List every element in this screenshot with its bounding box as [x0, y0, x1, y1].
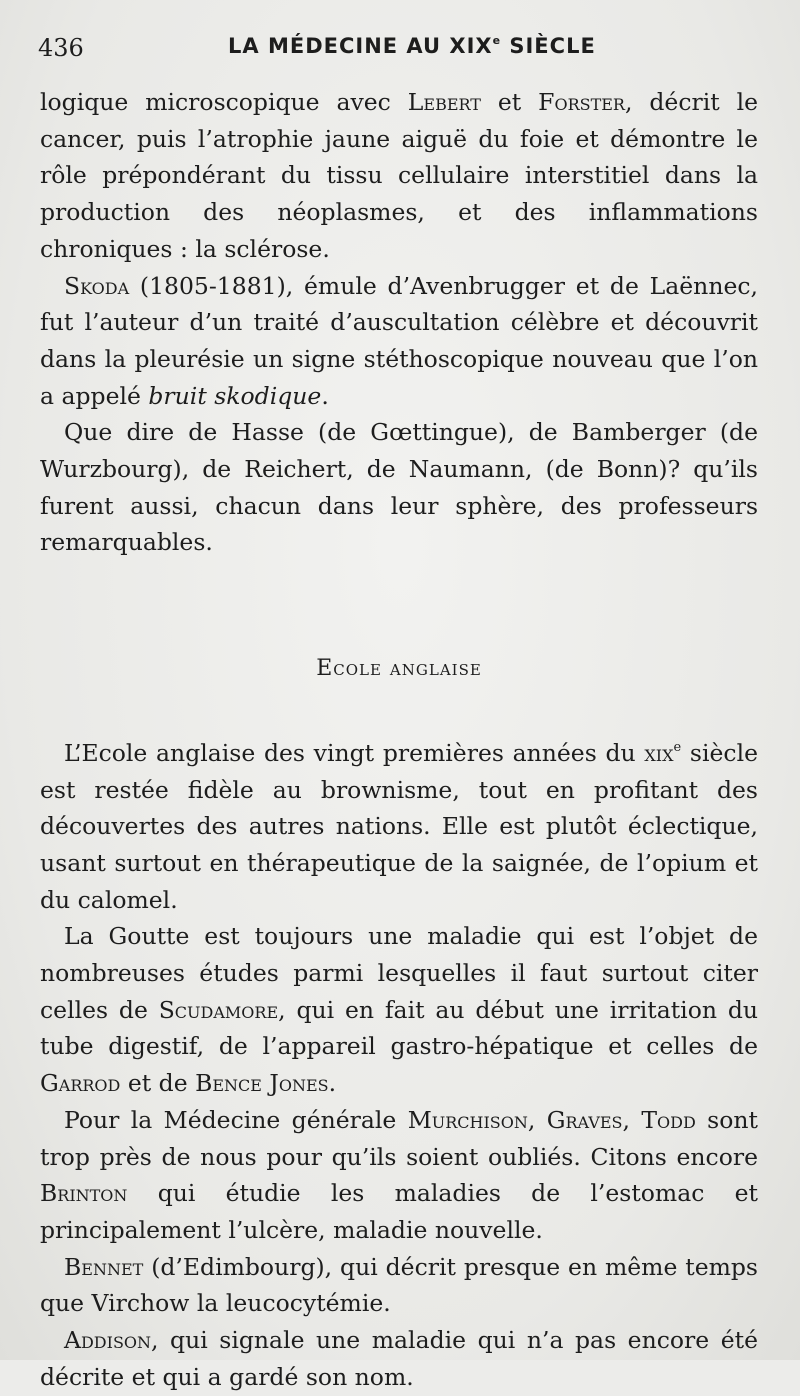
paragraph-skoda: [40, 268, 758, 415]
text-segment: , décrit le cancer, puis l’atrophie jaune aiguë du foie et démontre le rôle prépondérant du tissu cellulaire interstitiel dans la production des néoplasmes, et des inflammations chroniques : la sclérose.: [40, 88, 759, 263]
page-number: 436: [38, 34, 84, 62]
text-segment: ,: [622, 1105, 642, 1134]
text-segment: La Goutte est toujours une maladie qui est l’objet de nombreuses études parmi lesquelles il faut surtout citer celles de: [40, 922, 758, 1024]
text-segment: sont trop près de nous pour qu’ils soient oubliés. Citons encore: [40, 1105, 758, 1171]
text-segment: L’Ecole anglaise des vingt premières années du: [64, 738, 645, 767]
author-graves: Graves: [546, 1105, 623, 1134]
text-segment: (1805-1881), émule d’Avenbrugger et de Laënnec, fut l’auteur d’un traité d’auscultation célèbre et découvrit dans la pleurésie un signe stéthoscopique nouveau que l’on a appelé: [40, 271, 758, 410]
century-numeral: xix: [644, 738, 674, 767]
text-segment: (d’Edimbourg), qui décrit presque en même temps que Virchow la leucocytémie.: [40, 1252, 758, 1318]
running-title-text: LA MÉDECINE AU XIX: [228, 34, 493, 58]
author-lebert: Lebert: [407, 88, 481, 116]
text-segment: et de: [120, 1069, 196, 1098]
text-segment: logique microscopique avec: [40, 88, 391, 116]
century-superscript: e: [673, 739, 682, 755]
author-scudamore: Scudamore: [158, 995, 279, 1024]
term-bruit-skodique: bruit skodique: [148, 381, 322, 410]
author-addison: Addison: [64, 1326, 152, 1355]
text-segment: , qui signale une maladie qui n’a pas encore été décrite et qui a gardé son nom.: [40, 1326, 758, 1391]
running-title-end: SIÈCLE: [501, 34, 596, 58]
page-header: [38, 34, 768, 70]
text-segment: .: [321, 381, 329, 410]
author-murchison: Murchison: [407, 1105, 528, 1134]
author-skoda: Skoda: [64, 271, 130, 300]
text-segment: siècle est restée fidèle au brownisme, tout en profitant des découvertes des autres nations. Elle est plutôt éclectique, usant surtout en thérapeutique de la saignée, de l’opium et du calomel.: [40, 738, 758, 914]
paragraph-bennet: [40, 1249, 758, 1322]
section-title: Ecole anglaise: [316, 656, 482, 682]
paragraph-gout: [40, 918, 758, 1102]
paragraph-addison: [40, 1322, 758, 1395]
paragraph-histology: [40, 84, 758, 268]
author-bence-jones: Bence Jones: [195, 1069, 329, 1098]
running-title-superscript: e: [492, 34, 502, 47]
text-segment: .: [328, 1069, 337, 1098]
running-title: [228, 34, 596, 58]
author-bennet: Bennet: [64, 1252, 144, 1281]
paragraph-general-medicine: [40, 1102, 758, 1249]
author-todd: Todd: [641, 1105, 696, 1134]
text-segment: ,: [527, 1105, 547, 1134]
author-forster: Forster: [538, 88, 625, 116]
paragraph-english-school: [40, 730, 758, 919]
text-segment: , qui en fait au début une irritation du tube digestif, de l’appareil gastro-hépatique et celles de: [40, 995, 758, 1061]
text-segment: Pour la Médecine générale: [64, 1105, 408, 1134]
text-segment: et: [480, 88, 539, 116]
paragraph-german-professors: Que dire de Hasse (de Gœttingue), de Bamberger (de Wurzbourg), de Reichert, de Naumann, (de Bonn)? qu’ils furent aussi, chacun dans leur sphère, des professeurs remarquables.: [40, 418, 758, 557]
author-brinton: Brinton: [40, 1179, 128, 1208]
body-text: [40, 84, 758, 1396]
text-segment: qui étudie les maladies de l’estomac et principalement l’ulcère, maladie nouvelle.: [40, 1179, 758, 1244]
author-garrod: Garrod: [40, 1069, 121, 1098]
